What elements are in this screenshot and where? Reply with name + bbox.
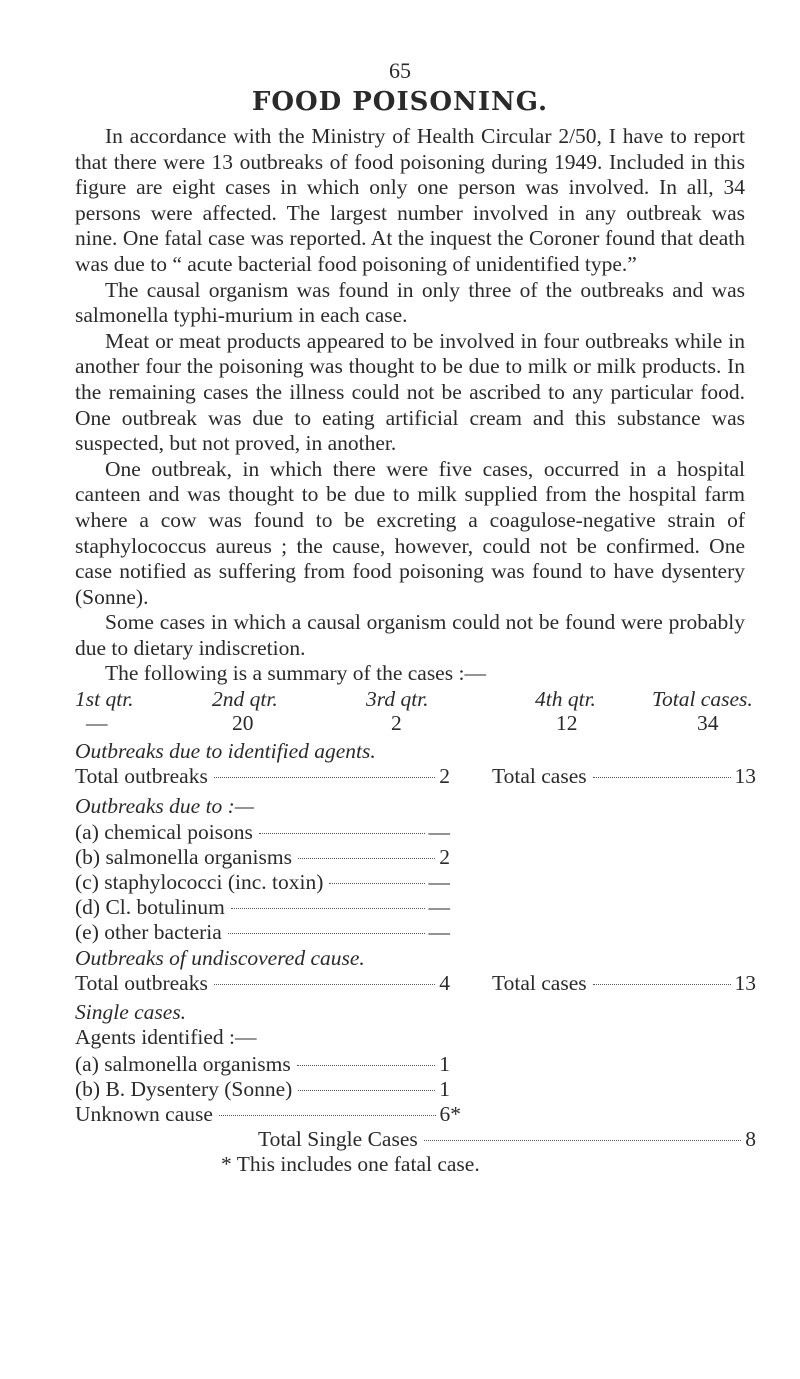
row-value: 13 — [734, 764, 756, 788]
row-label: (a) salmonella organisms — [75, 1052, 291, 1076]
row-label: Total cases — [492, 971, 587, 995]
leader-dots — [214, 984, 435, 985]
agent-row — [75, 870, 450, 896]
row-value: 2 — [439, 845, 450, 869]
leader-dots — [231, 908, 425, 909]
row-value: 2 — [439, 764, 450, 788]
page-title: FOOD POISONING. — [251, 87, 549, 117]
identified-total-cases — [492, 764, 756, 790]
quarter-value: — — [86, 711, 108, 735]
row-label: Total outbreaks — [75, 971, 208, 995]
leader-dots — [298, 1090, 435, 1091]
leader-dots — [424, 1140, 742, 1141]
quarter-header: Total cases. — [652, 687, 753, 711]
single-case-row — [75, 1077, 450, 1103]
row-value: 1 — [439, 1052, 450, 1076]
agent-row — [75, 820, 450, 846]
section-heading: Outbreaks of undiscovered cause. — [75, 946, 365, 970]
row-label: Unknown cause — [75, 1102, 213, 1126]
row-value: — — [428, 820, 450, 844]
paragraph: In accordance with the Ministry of Health Circular 2/50, I have to report that there were 13 outbreaks of food poisoning during 1949. Included in this figure are eight cases in which only one person was involved. In all, 34 persons were affected. The largest number involved in any outbreak was nine. One fatal case was reported. At the inquest the Coroner found that death was due to “ acute bacterial food poisoning of unidentified type.” — [75, 124, 745, 276]
page-number: 65 — [389, 58, 411, 83]
leader-dots — [593, 984, 731, 985]
leader-dots — [259, 833, 425, 834]
row-value: — — [428, 920, 450, 944]
row-value: 13 — [734, 971, 756, 995]
single-case-row — [75, 1052, 450, 1078]
row-label: (c) staphylococci (inc. toxin) — [75, 870, 324, 894]
section-subheading: Outbreaks due to :— — [75, 794, 254, 818]
quarter-header: 1st qtr. — [75, 687, 134, 711]
quarter-value: 34 — [697, 711, 719, 735]
agent-row — [75, 920, 450, 946]
leader-dots — [593, 777, 731, 778]
agent-row — [75, 845, 450, 871]
row-label: (b) salmonella organisms — [75, 845, 292, 869]
single-case-row — [75, 1102, 461, 1128]
quarter-value: 20 — [232, 711, 254, 735]
paragraph: One outbreak, in which there were five cases, occurred in a hospital canteen and was thought to be due to milk supplied from the hospital farm where a cow was found to be excreting a coagulose-negative strain of staphylococcus aureus ; the cause, however, could not be confirmed. One case notified as suffering from food poisoning was found to have dysentery (Sonne). — [75, 456, 745, 609]
row-value: 4 — [439, 971, 450, 995]
leader-dots — [297, 1065, 436, 1066]
quarter-value: 12 — [556, 711, 578, 735]
quarter-header: 4th qtr. — [535, 687, 596, 711]
row-label: Total Single Cases — [258, 1127, 418, 1151]
leader-dots — [329, 883, 424, 884]
row-label: Total cases — [492, 764, 587, 788]
undiscovered-total-outbreaks — [75, 971, 450, 997]
leader-dots — [228, 933, 425, 934]
leader-dots — [219, 1115, 436, 1116]
paragraph: Meat or meat products appeared to be involved in four outbreaks while in another four the poisoning was thought to be due to milk or milk products. In the remaining cases the illness could not be ascribed to any particular food. One outbreak was due to eating artificial cream and this substance was suspected, but not proved, in another. — [75, 328, 745, 456]
quarter-header: 3rd qtr. — [366, 687, 429, 711]
identified-total-outbreaks — [75, 764, 450, 790]
agent-row — [75, 895, 450, 921]
row-value: 1 — [439, 1077, 450, 1101]
footnote: * This includes one fatal case. — [221, 1152, 480, 1176]
section-subheading: Agents identified :— — [75, 1025, 257, 1049]
paragraph: Some cases in which a causal organism could not be found were probably due to dietary indiscretion. — [75, 610, 745, 660]
row-label: Total outbreaks — [75, 764, 208, 788]
row-label: (b) B. Dysentery (Sonne) — [75, 1077, 293, 1101]
row-label: (e) other bacteria — [75, 920, 222, 944]
undiscovered-total-cases — [492, 971, 756, 997]
row-label: (d) Cl. botulinum — [75, 895, 225, 919]
single-total-row — [258, 1127, 756, 1153]
section-heading: Outbreaks due to identified agents. — [75, 739, 376, 763]
section-heading: Single cases. — [75, 1000, 187, 1024]
row-value: 8 — [745, 1127, 756, 1151]
leader-dots — [298, 858, 435, 859]
quarter-value: 2 — [391, 711, 402, 735]
row-value: — — [428, 870, 450, 894]
quarter-header: 2nd qtr. — [212, 687, 278, 711]
leader-dots — [214, 777, 435, 778]
paragraph: The causal organism was found in only three of the outbreaks and was salmonella typhi-murium in each case. — [75, 277, 745, 328]
row-label: (a) chemical poisons — [75, 820, 253, 844]
row-value: — — [428, 895, 450, 919]
paragraph: The following is a summary of the cases :— — [105, 661, 486, 686]
row-value: 6* — [439, 1102, 461, 1126]
